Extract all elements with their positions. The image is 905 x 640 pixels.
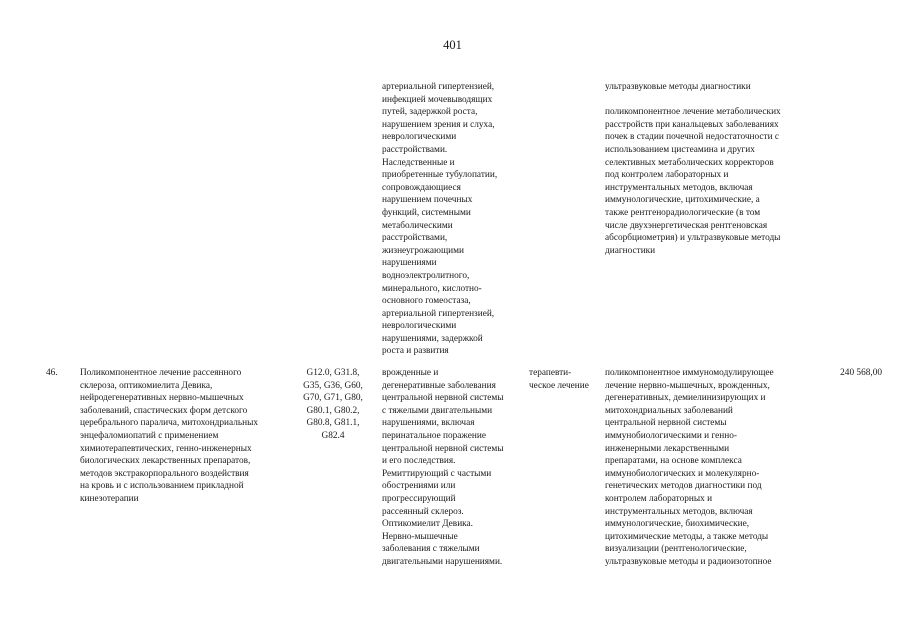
text-line: G70, G71, G80, xyxy=(303,393,363,404)
text-line: склероза, оптикомиелита Девика, xyxy=(80,380,213,391)
text-line: функций, системными xyxy=(382,207,471,218)
text-line: поликомпонентное иммуномодулирующее xyxy=(605,368,774,378)
text-line: рассеянный склероз. xyxy=(382,506,464,517)
text-line: терапевти- xyxy=(529,368,572,378)
text-line: Ремиттирующий с частыми xyxy=(382,468,492,479)
text-line: и его последствия. xyxy=(382,456,456,467)
text-line: ультразвуковые методы диагностики xyxy=(605,82,751,92)
price-cell: 240 568,00 xyxy=(840,368,882,378)
text-line: прогрессирующий xyxy=(382,493,456,504)
text-line: ческое лечение xyxy=(529,380,589,391)
text-line: перинатальное поражение xyxy=(382,430,486,441)
text-line: абсорбциометрия) и ультразвуковые методы xyxy=(605,233,781,244)
text-line: приобретенные тубулопатии, xyxy=(382,170,498,181)
text-line: с тяжелыми двигательными xyxy=(382,405,493,416)
treatment-type-cell xyxy=(529,367,603,392)
text-line: церебрального паралича, митохондриальных xyxy=(80,418,258,429)
text-line: путей, задержкой роста, xyxy=(382,107,478,118)
continuation-methods-cell xyxy=(605,81,817,257)
text-line: использованием цистеамина и других xyxy=(605,144,755,155)
text-line: иммунобиологическими и генно- xyxy=(605,430,737,441)
text-line: иммунологические, биохимические, xyxy=(605,519,750,530)
text-line xyxy=(605,94,817,107)
text-line: энцефаломиопатий с применением xyxy=(80,430,219,441)
text-line: Нервно-мышечные xyxy=(382,531,458,542)
text-line: также рентгенорадиологические (в том xyxy=(605,207,761,218)
text-line: расстройств при канальцевых заболеваниях xyxy=(605,119,779,130)
text-line: G35, G36, G60, xyxy=(303,380,363,391)
text-line: нарушением зрения и слуха, xyxy=(382,119,495,130)
text-line: поликомпонентное лечение метаболических xyxy=(605,107,781,118)
text-line: G80.1, G80.2, xyxy=(306,405,360,416)
text-line: числе двухэнергетическая рентгеновская xyxy=(605,220,768,231)
text-line: G82.4 xyxy=(321,430,345,441)
text-line: нейродегенеративных нервно-мышечных xyxy=(80,393,244,404)
conditions-cell xyxy=(382,367,527,569)
text-line: на кровь и с использованием прикладной xyxy=(80,481,244,492)
text-line: визуализации (рентгенологические, xyxy=(605,544,747,555)
text-line: лечение нервно-мышечных, врожденных, xyxy=(605,380,770,391)
text-line: центральной нервной системы xyxy=(605,418,727,429)
text-line: центральной нервной системы xyxy=(382,393,504,404)
text-line: митохондриальных заболеваний xyxy=(605,405,733,416)
text-line: заболевания с тяжелыми xyxy=(382,544,480,555)
text-line: артериальной гипертензией, xyxy=(382,82,495,92)
text-line: контролем лабораторных и xyxy=(605,493,713,504)
text-line: под контролем лабораторных и xyxy=(605,170,729,181)
text-line: препаратами, на основе комплекса xyxy=(605,456,742,467)
text-line: центральной нервной системы xyxy=(382,443,504,454)
text-line: дегенеративных, демиелинизирующих и xyxy=(605,393,766,404)
text-line: селективных метаболических корректоров xyxy=(605,157,774,168)
text-line: Поликомпонентное лечение рассеянного xyxy=(80,368,242,378)
text-line: артериальной гипертензией, xyxy=(382,308,495,319)
text-line: методов экстракорпорального воздействия xyxy=(80,468,249,479)
text-line: роста и развития xyxy=(382,346,449,357)
text-line: инженерными лекарственными xyxy=(605,443,730,454)
text-line: врожденные и xyxy=(382,368,439,378)
text-line: жизнеугрожающими xyxy=(382,245,464,256)
text-line: дегенеративные заболевания xyxy=(382,380,496,391)
text-line: неврологическими xyxy=(382,321,457,332)
text-line: неврологическими xyxy=(382,132,457,143)
text-line: иммунологические, цитохимические, а xyxy=(605,195,760,206)
text-line: обострениями или xyxy=(382,481,456,492)
text-line: инструментальных методов, включая xyxy=(605,506,753,517)
text-line: генетических методов диагностики под xyxy=(605,481,762,492)
text-line: двигательными нарушениями. xyxy=(382,556,503,567)
text-line: инфекцией мочевыводящих xyxy=(382,94,493,105)
text-line: заболеваний, спастических форм детского xyxy=(80,405,248,416)
text-line: G12.0, G31.8, xyxy=(306,368,360,378)
text-line: основного гомеостаза, xyxy=(382,296,471,307)
text-line: метаболическими xyxy=(382,220,453,231)
text-line: диагностики xyxy=(605,245,656,256)
continuation-conditions-cell xyxy=(382,81,520,358)
text-line: расстройствами, xyxy=(382,233,448,244)
text-line: нарушениями, задержкой xyxy=(382,333,483,344)
text-line: биологических лекарственных препаратов, xyxy=(80,456,251,467)
text-line: почек в стадии почечной недостаточности с xyxy=(605,132,779,143)
text-line: минерального, кислотно- xyxy=(382,283,482,294)
text-line: нарушениями, включая xyxy=(382,418,475,429)
icd-codes-cell xyxy=(297,367,369,443)
text-line: химиотерапевтических, генно-инженерных xyxy=(80,443,252,454)
text-line: водноэлектролитного, xyxy=(382,270,470,281)
row-number: 46. xyxy=(46,368,58,378)
text-line: иммунобиологических и молекулярно- xyxy=(605,468,760,479)
text-line: сопровождающиеся xyxy=(382,182,461,193)
text-line: инструментальных методов, включая xyxy=(605,182,753,193)
text-line: ультразвуковые методы и радиоизотопное xyxy=(605,556,772,567)
text-line: нарушениями xyxy=(382,258,437,269)
text-line: расстройствами. xyxy=(382,144,448,155)
treatment-name-cell xyxy=(80,367,285,506)
text-line: G80.8, G81.1, xyxy=(306,418,360,429)
text-line: кинезотерапии xyxy=(80,493,139,504)
text-line: Наследственные и xyxy=(382,157,455,168)
text-line: нарушением почечных xyxy=(382,195,473,206)
methods-cell xyxy=(605,367,817,569)
text-line: цитохимические методы, а также методы xyxy=(605,531,769,542)
text-line: Оптикомиелит Девика. xyxy=(382,519,474,530)
page-number: 401 xyxy=(443,38,462,52)
